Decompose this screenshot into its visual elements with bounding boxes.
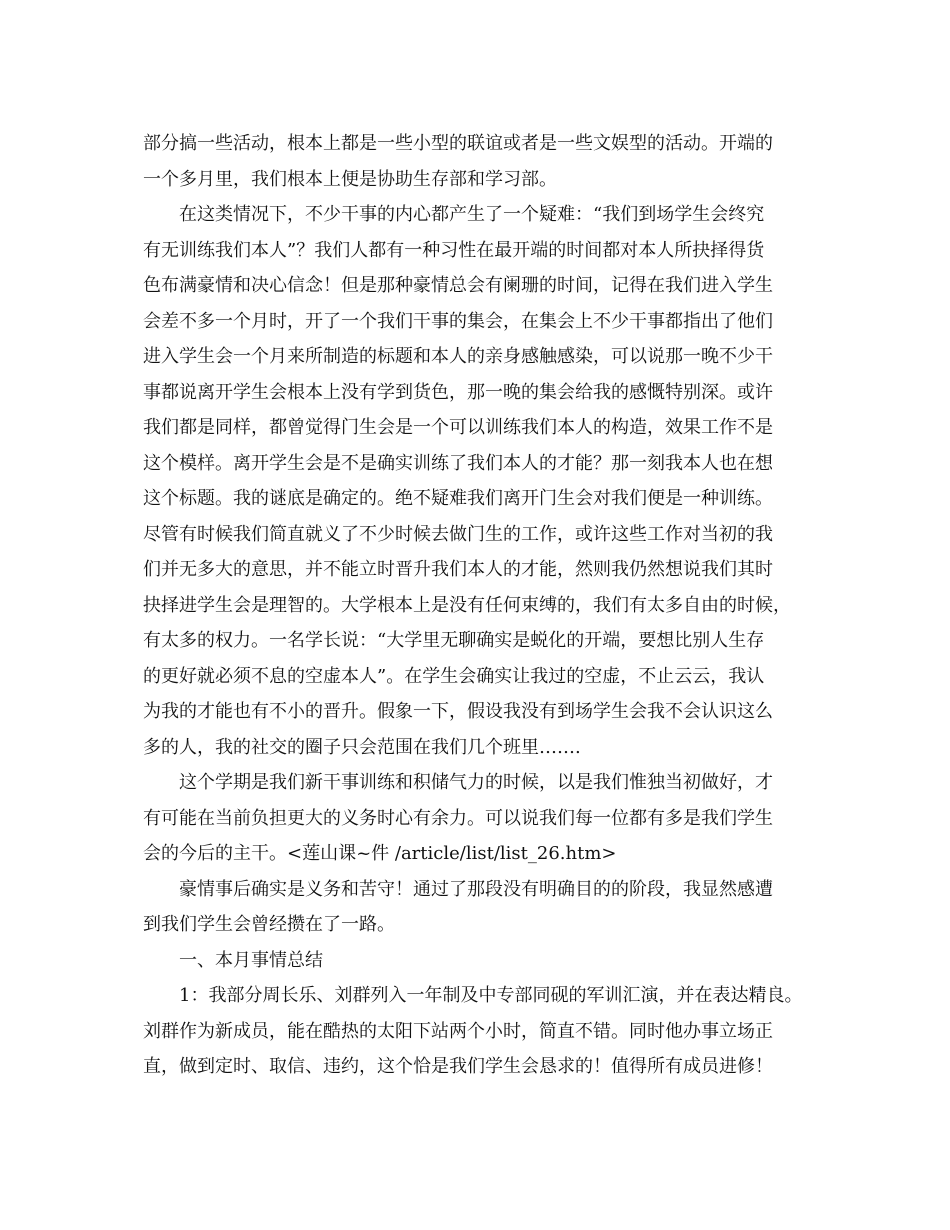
text-line: 们并无多大的意思，并不能立时晋升我们本人的才能，然则我仍然想说我们其时 <box>143 559 773 580</box>
document-body <box>143 126 805 1085</box>
text-line: 多的人，我的社交的圈子只会范围在我们几个班里……. <box>143 736 581 758</box>
text-line: 的更好就必须不息的空虚本人”。在学生会确实让我过的空虚，不止云云，我认 <box>143 665 765 687</box>
text-line: 我们都是同样，都曾觉得门生会是一个可以训练我们本人的构造，效果工作不是 <box>143 417 773 438</box>
text-line: 有太多的权力。一名学长说：“大学里无聊确实是蜕化的开端，要想比别人生存 <box>143 630 765 651</box>
text-line: 刘群作为新成员，能在酷热的太阳下站两个小时，简直不错。同时他办事立场正 <box>143 1020 773 1042</box>
paragraph-first-line: 这个学期是我们新干事训练和积储气力的时候，以是我们惟独当初做好，才 <box>179 772 773 793</box>
text-line: 事都说离开学生会根本上没有学到货色，那一晚的集会给我的感慨特别深。或许 <box>143 381 773 403</box>
text-line: 为我的才能也有不小的晋升。假象一下，假设我没有到场学生会我不会认识这么 <box>143 701 773 722</box>
text-line: 会差不多一个月时，开了一个我们干事的集会，在集会上不少干事都指出了他们 <box>143 310 773 332</box>
paragraph-first-line: 在这类情况下，不少干事的内心都产生了一个疑难：“我们到场学生会终究 <box>179 204 765 225</box>
text-line: 这个模样。离开学生会是不是确实训练了我们本人的才能？那一刻我本人也在想 <box>143 452 773 474</box>
text-line: 抉择进学生会是理智的。大学根本上是没有任何束缚的，我们有太多自由的时候， <box>143 594 791 616</box>
text-line: 尽管有时候我们简直就义了不少时候去做门生的工作，或许这些工作对当初的我 <box>143 523 773 545</box>
text-line: 一个多月里，我们根本上便是协助生存部和学习部。 <box>143 168 557 190</box>
text-line: 直，做到定时、取信、违约，这个恰是我们学生会恳求的！值得所有成员进修！ <box>143 1056 773 1077</box>
text-line: 这个标题。我的谜底是确定的。绝不疑难我们离开门生会对我们便是一种训练。 <box>143 488 773 509</box>
paragraph-first-line: 豪情事后确实是义务和苦守！通过了那段没有明确目的的阶段，我显然感遭 <box>179 878 773 900</box>
section-heading: 一、本月事情总结 <box>179 949 323 971</box>
text-line: 有可能在当前负担更大的义务时心有余力。可以说我们每一位都有多是我们学生 <box>143 807 773 829</box>
paragraph-first-line: 1：我部分周长乐、刘群列入一年制及中专部同砚的军训汇演，并在表达精良。 <box>179 985 803 1006</box>
text-line: 到我们学生会曾经攒在了一路。 <box>143 914 395 935</box>
text-line: 有无训练我们本人”？我们人都有一种习性在最开端的时间都对本人所抉择得货 <box>143 239 765 261</box>
text-line: 部分搞一些活动，根本上都是一些小型的联谊或者是一些文娱型的活动。开端的 <box>143 133 773 154</box>
text-line: 进入学生会一个月来所制造的标题和本人的亲身感触感染，可以说那一晚不少干 <box>143 346 773 367</box>
text-line: 色布满豪情和决心信念！但是那种豪情总会有阑珊的时间，记得在我们进入学生 <box>143 275 773 296</box>
text-line: 会的今后的主干。<莲山课~件 /article/list/list_26.htm> <box>143 843 617 864</box>
